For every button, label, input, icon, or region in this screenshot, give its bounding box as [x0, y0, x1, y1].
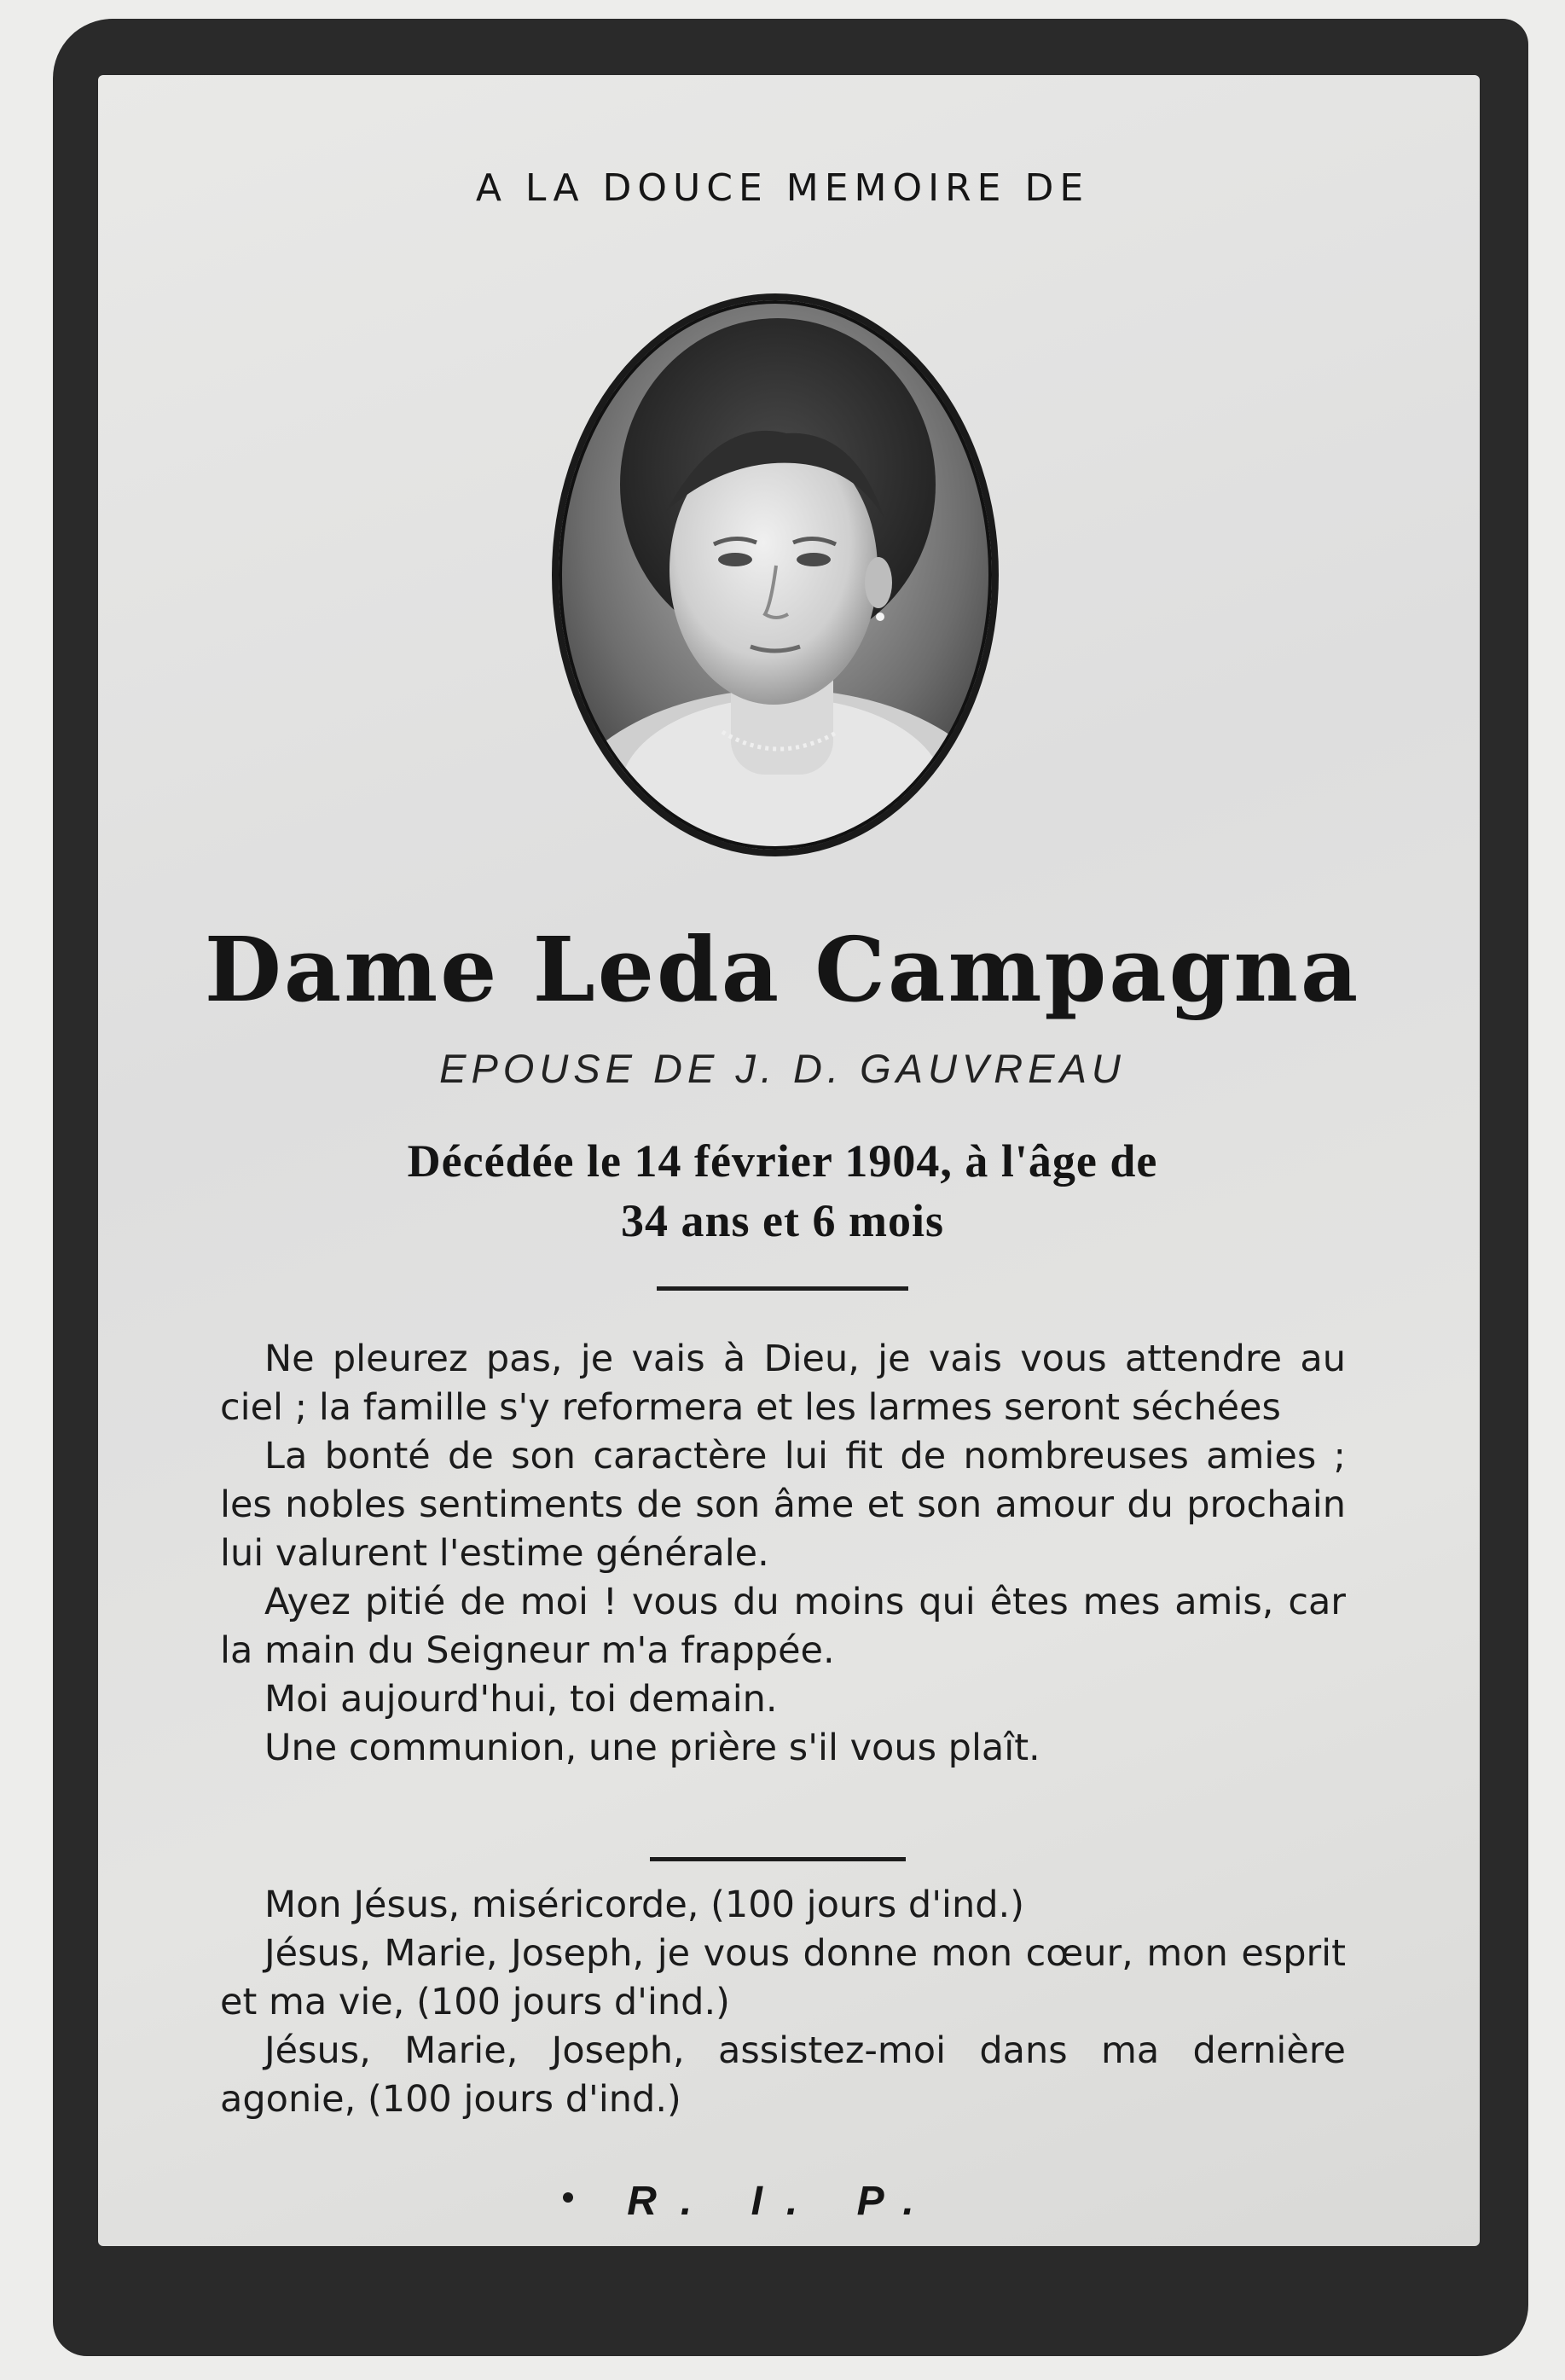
indulgence-prayer: Mon Jésus, miséricorde, (100 jours d'ind.): [264, 1884, 1024, 1926]
verse-paragraph: Une communion, une prière s'il vous plaît.: [264, 1727, 1040, 1769]
oval-portrait-photo: [548, 288, 1003, 862]
verse-paragraph: Ayez pitié de moi ! vous du moins qui êtes mes amis, car la main du Seigneur m'a frappée.: [220, 1581, 1346, 1672]
verse-paragraph: Moi aujourd'hui, toi demain.: [264, 1678, 778, 1721]
verses-block: [220, 1335, 1346, 1773]
rip-closing: R. I. P.: [627, 2179, 938, 2224]
age-line: 34 ans et 6 mois: [621, 1195, 944, 1246]
memorial-heading: A LA DOUCE MEMOIRE DE: [475, 166, 1090, 210]
death-date-line: Décédée le 14 février 1904, à l'âge de: [407, 1135, 1158, 1187]
divider-rule: [657, 1286, 908, 1291]
spouse-line: EPOUSE DE J. D. GAUVREAU: [439, 1046, 1126, 1091]
indulgence-prayer: Jésus, Marie, Joseph, assistez-moi dans ma dernière agonie, (100 jours d'ind.): [220, 2029, 1346, 2121]
divider-rule: [650, 1857, 906, 1861]
indulgence-prayer: Jésus, Marie, Joseph, je vous donne mon cœur, mon esprit et ma vie, (100 jours d'ind.): [220, 1932, 1346, 2023]
indulgence-prayers-block: [220, 1881, 1346, 2124]
deceased-name: Dame Leda Campagna: [204, 917, 1361, 1022]
verse-paragraph: Ne pleurez pas, je vais à Dieu, je vais vous attendre au ciel ; la famille s'y reformera et les larmes seront séchées: [220, 1338, 1346, 1429]
verse-paragraph: La bonté de son caractère lui fit de nombreuses amies ; les nobles sentiments de son âme et son amour du prochain lui valurent l'estime générale.: [220, 1435, 1346, 1575]
